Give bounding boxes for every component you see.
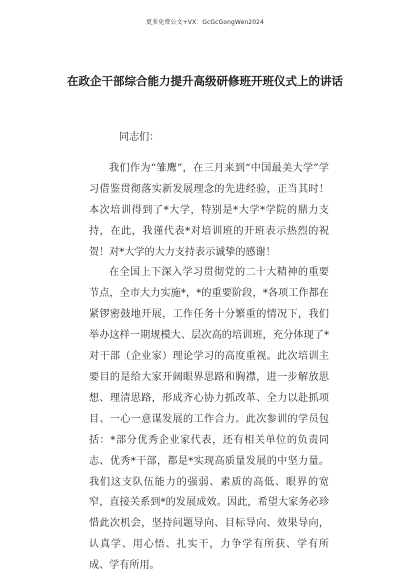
header-note: 更多免费公文+VX：GcGcGongWen2024	[146, 19, 264, 26]
document-body	[89, 128, 329, 577]
paragraph: 在全国上下深入学习贯彻党的二十大精神的重要节点，全市大力实施*，*的重要阶段，*各项工作都在紧锣密鼓地开展，工作任务十分繁重的情况下，我们举办这样一期规模大、层次高的培训班，充分体现了*对干部（企业家）理论学习的高度重视。此次培训主要目的是给大家开阔眼界思路和胸襟，进一步解放思想、理清思路，形成齐心协力抓改革、全力以赴抓项目、一心一意谋发展的工作合力。此次参训的学员包括：*部分优秀企业家代表，还有相关单位的负责同志、优秀*干部，都是*实现高质量发展的中坚力量。我们这支队伍能力的强弱、素质的高低、眼界的宽窄，直接关系到*的发展成效。因此，希望大家务必珍惜此次机会，坚持问题导向、目标导向、效果导向，认真学、用心悟、扎实干，力争学有所获、学有所成、学有所用。	[89, 267, 329, 572]
salutation: 同志们：	[119, 132, 160, 143]
paragraph: 我们作为“雏鹰”，在三月来到“中国最美大学”学习借鉴贯彻落实新发展理念的先进经验，正当其时！本次培训得到了*大学，特别是*大学*学院的鼎力支持，在此，我谨代表*对培训班的开班表示热烈的祝贺！对*大学的大力支持表示诚挚的感谢！	[89, 162, 329, 258]
document-title: 在政企干部综合能力提升高级研修班开班仪式上的讲话	[67, 74, 343, 88]
